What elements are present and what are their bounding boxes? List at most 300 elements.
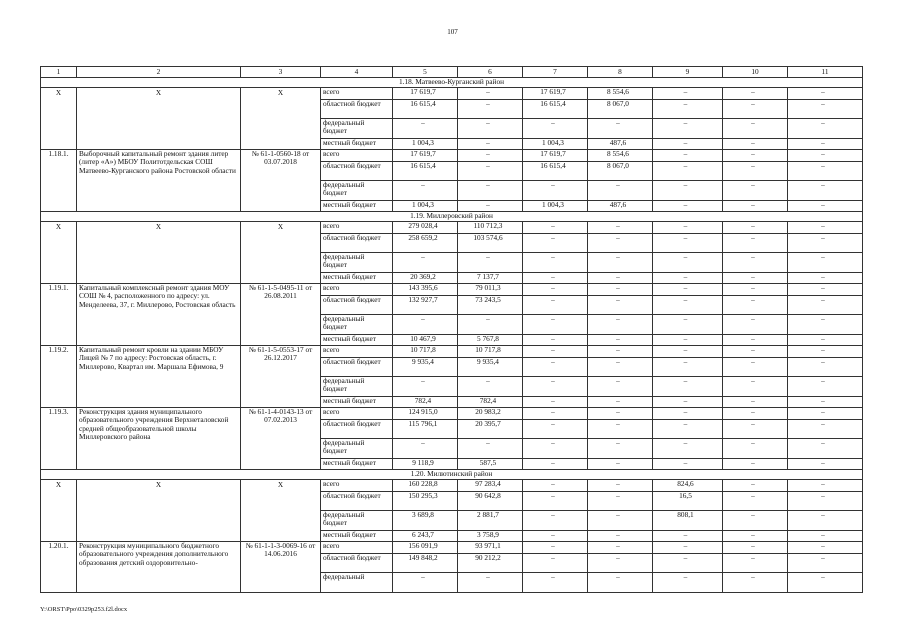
value-cell: 149 848,2 <box>393 554 458 573</box>
value-cell: – <box>523 253 588 273</box>
value-cell: – <box>458 181 523 201</box>
value-cell: – <box>653 439 723 459</box>
funding-source-label: всего <box>321 284 393 296</box>
value-cell: – <box>523 234 588 253</box>
x-mark-cell: Х <box>241 222 321 284</box>
value-cell: 90 642,8 <box>458 492 523 511</box>
value-cell: – <box>393 181 458 201</box>
value-cell: – <box>523 573 588 593</box>
value-cell: 150 295,3 <box>393 492 458 511</box>
value-cell: – <box>588 119 653 139</box>
value-cell: – <box>723 315 788 335</box>
value-cell: – <box>523 531 588 542</box>
x-mark-cell: Х <box>41 88 77 150</box>
value-cell: – <box>523 284 588 296</box>
value-cell: – <box>723 346 788 358</box>
value-cell: 20 395,7 <box>458 420 523 439</box>
summary-row <box>41 480 863 492</box>
value-cell: – <box>393 253 458 273</box>
value-cell: – <box>788 222 863 234</box>
value-cell: 3 689,8 <box>393 511 458 531</box>
expertise-doc: № 61-1-5-0495-11 от 26.08.2011 <box>241 284 321 346</box>
value-cell: 160 228,8 <box>393 480 458 492</box>
funding-source-label: всего <box>321 150 393 162</box>
value-cell: – <box>523 542 588 554</box>
value-cell: – <box>523 315 588 335</box>
funding-source-label: федеральный бюджет <box>321 253 393 273</box>
expertise-doc: № 61-1-5-0553-17 от 26.12.2017 <box>241 346 321 408</box>
value-cell: – <box>788 181 863 201</box>
funding-source-label: областной бюджет <box>321 296 393 315</box>
value-cell: 9 935,4 <box>458 358 523 377</box>
value-cell: 1 004,3 <box>523 139 588 150</box>
value-cell: – <box>653 139 723 150</box>
value-cell: – <box>588 531 653 542</box>
value-cell: – <box>588 335 653 346</box>
x-mark-cell: Х <box>41 222 77 284</box>
funding-source-label: областной бюджет <box>321 162 393 181</box>
value-cell: – <box>588 439 653 459</box>
value-cell: – <box>588 181 653 201</box>
value-cell: – <box>788 408 863 420</box>
x-mark-cell: Х <box>241 88 321 150</box>
item-number: 1.19.3. <box>41 408 77 470</box>
value-cell: – <box>723 222 788 234</box>
value-cell: – <box>653 100 723 119</box>
value-cell: – <box>723 296 788 315</box>
value-cell: – <box>588 358 653 377</box>
value-cell: 16,5 <box>653 492 723 511</box>
value-cell: 110 712,3 <box>458 222 523 234</box>
value-cell: – <box>653 542 723 554</box>
value-cell: – <box>653 181 723 201</box>
value-cell: – <box>723 273 788 284</box>
funding-source-label: федеральный <box>321 573 393 593</box>
value-cell: – <box>523 408 588 420</box>
value-cell: 10 717,8 <box>458 346 523 358</box>
funding-source-label: всего <box>321 346 393 358</box>
value-cell: – <box>588 542 653 554</box>
value-cell: – <box>523 181 588 201</box>
value-cell: – <box>723 397 788 408</box>
value-cell: – <box>523 222 588 234</box>
value-cell: – <box>653 408 723 420</box>
value-cell: – <box>788 335 863 346</box>
value-cell: 124 915,0 <box>393 408 458 420</box>
x-mark-cell: Х <box>241 480 321 542</box>
value-cell: – <box>788 573 863 593</box>
value-cell: – <box>723 253 788 273</box>
value-cell: 73 243,5 <box>458 296 523 315</box>
value-cell: – <box>393 573 458 593</box>
section-title-row <box>41 212 863 222</box>
value-cell: 16 615,4 <box>523 100 588 119</box>
value-cell: – <box>723 408 788 420</box>
value-cell: – <box>653 234 723 253</box>
value-cell: 10 717,8 <box>393 346 458 358</box>
x-mark-cell: Х <box>77 222 241 284</box>
file-path-footer: Y:\ORST\Ppo\0329p253.f2l.docx <box>40 606 128 613</box>
value-cell: – <box>788 119 863 139</box>
value-cell: – <box>723 459 788 470</box>
value-cell: – <box>588 459 653 470</box>
table-row <box>41 542 863 554</box>
funding-source-label: федеральный бюджет <box>321 511 393 531</box>
value-cell: – <box>653 554 723 573</box>
value-cell: – <box>523 554 588 573</box>
value-cell: – <box>458 88 523 100</box>
value-cell: 156 091,9 <box>393 542 458 554</box>
value-cell: – <box>588 554 653 573</box>
value-cell: 17 619,7 <box>393 88 458 100</box>
value-cell: – <box>653 273 723 284</box>
value-cell: – <box>588 315 653 335</box>
x-mark-cell: Х <box>77 88 241 150</box>
funding-source-label: всего <box>321 542 393 554</box>
value-cell: – <box>458 162 523 181</box>
value-cell: – <box>788 439 863 459</box>
value-cell: – <box>723 335 788 346</box>
value-cell: – <box>653 346 723 358</box>
value-cell: – <box>588 492 653 511</box>
funding-source-label: местный бюджет <box>321 273 393 284</box>
value-cell: 1 004,3 <box>393 139 458 150</box>
section-title: 1.18. Матвеево-Курганский район <box>41 78 863 88</box>
value-cell: – <box>653 420 723 439</box>
value-cell: – <box>723 439 788 459</box>
value-cell: – <box>588 273 653 284</box>
value-cell: – <box>653 284 723 296</box>
value-cell: 93 971,1 <box>458 542 523 554</box>
value-cell: – <box>788 296 863 315</box>
x-mark-cell: Х <box>77 480 241 542</box>
object-name: Выборочный капитальный ремонт здания литер (литер «А») МБОУ Политотдельская СОШ Матвеево-Курганского района Ростовской области <box>77 150 241 212</box>
column-header-row <box>41 67 863 78</box>
value-cell: – <box>788 273 863 284</box>
value-cell: 824,6 <box>653 480 723 492</box>
value-cell: – <box>523 296 588 315</box>
value-cell: – <box>588 253 653 273</box>
value-cell: – <box>393 377 458 397</box>
value-cell: – <box>723 554 788 573</box>
funding-source-label: местный бюджет <box>321 459 393 470</box>
value-cell: – <box>788 346 863 358</box>
value-cell: 258 659,2 <box>393 234 458 253</box>
value-cell: – <box>788 284 863 296</box>
value-cell: – <box>458 377 523 397</box>
funding-source-label: федеральный бюджет <box>321 315 393 335</box>
value-cell: 8 067,0 <box>588 100 653 119</box>
value-cell: 5 767,8 <box>458 335 523 346</box>
value-cell: 6 243,7 <box>393 531 458 542</box>
value-cell: – <box>458 119 523 139</box>
value-cell: – <box>458 150 523 162</box>
funding-source-label: всего <box>321 222 393 234</box>
value-cell: – <box>588 234 653 253</box>
value-cell: – <box>723 542 788 554</box>
value-cell: – <box>788 201 863 212</box>
value-cell: – <box>653 397 723 408</box>
value-cell: – <box>653 162 723 181</box>
item-number: 1.19.1. <box>41 284 77 346</box>
value-cell: – <box>723 234 788 253</box>
value-cell: – <box>588 346 653 358</box>
funding-source-label: областной бюджет <box>321 420 393 439</box>
table-row <box>41 346 863 358</box>
value-cell: – <box>458 100 523 119</box>
value-cell: 132 927,7 <box>393 296 458 315</box>
value-cell: – <box>588 284 653 296</box>
value-cell: – <box>653 573 723 593</box>
value-cell: – <box>653 335 723 346</box>
item-number: 1.19.2. <box>41 346 77 408</box>
value-cell: – <box>723 284 788 296</box>
value-cell: – <box>588 377 653 397</box>
value-cell: – <box>393 439 458 459</box>
summary-row <box>41 88 863 100</box>
value-cell: – <box>523 420 588 439</box>
value-cell: 808,1 <box>653 511 723 531</box>
value-cell: – <box>653 88 723 100</box>
funding-source-label: областной бюджет <box>321 554 393 573</box>
value-cell: 20 369,2 <box>393 273 458 284</box>
funding-source-label: всего <box>321 88 393 100</box>
value-cell: 587,5 <box>458 459 523 470</box>
value-cell: – <box>788 88 863 100</box>
value-cell: 16 615,4 <box>393 100 458 119</box>
value-cell: – <box>723 181 788 201</box>
value-cell: 143 395,6 <box>393 284 458 296</box>
value-cell: 10 467,9 <box>393 335 458 346</box>
expertise-doc: № 61-1-4-0143-13 от 07.02.2013 <box>241 408 321 470</box>
value-cell: – <box>653 358 723 377</box>
col-header: 10 <box>723 67 788 78</box>
value-cell: – <box>458 139 523 150</box>
value-cell: – <box>788 100 863 119</box>
value-cell: 2 881,7 <box>458 511 523 531</box>
value-cell: – <box>523 377 588 397</box>
funding-source-label: местный бюджет <box>321 335 393 346</box>
value-cell: – <box>723 201 788 212</box>
funding-source-label: местный бюджет <box>321 201 393 212</box>
value-cell: – <box>723 573 788 593</box>
value-cell: – <box>523 273 588 284</box>
value-cell: 17 619,7 <box>393 150 458 162</box>
value-cell: – <box>458 439 523 459</box>
funding-source-label: областной бюджет <box>321 358 393 377</box>
summary-row <box>41 222 863 234</box>
value-cell: 782,4 <box>393 397 458 408</box>
col-header: 9 <box>653 67 723 78</box>
col-header: 1 <box>41 67 77 78</box>
value-cell: 3 758,9 <box>458 531 523 542</box>
value-cell: 90 212,2 <box>458 554 523 573</box>
value-cell: – <box>588 420 653 439</box>
value-cell: 16 615,4 <box>523 162 588 181</box>
value-cell: – <box>723 88 788 100</box>
value-cell: 782,4 <box>458 397 523 408</box>
value-cell: – <box>458 253 523 273</box>
value-cell: – <box>653 315 723 335</box>
value-cell: – <box>723 511 788 531</box>
value-cell: – <box>458 201 523 212</box>
value-cell: – <box>653 296 723 315</box>
value-cell: 17 619,7 <box>523 88 588 100</box>
value-cell: – <box>788 531 863 542</box>
value-cell: 97 283,4 <box>458 480 523 492</box>
value-cell: – <box>723 377 788 397</box>
value-cell: 1 004,3 <box>393 201 458 212</box>
col-header: 8 <box>588 67 653 78</box>
value-cell: – <box>523 439 588 459</box>
value-cell: 487,6 <box>588 201 653 212</box>
value-cell: 8 554,6 <box>588 150 653 162</box>
funding-source-label: областной бюджет <box>321 492 393 511</box>
table-row <box>41 284 863 296</box>
value-cell: – <box>523 119 588 139</box>
value-cell: – <box>588 296 653 315</box>
value-cell: – <box>788 492 863 511</box>
section-title: 1.19. Миллеровский район <box>41 212 863 222</box>
funding-source-label: всего <box>321 408 393 420</box>
value-cell: – <box>523 459 588 470</box>
value-cell: 7 137,7 <box>458 273 523 284</box>
value-cell: – <box>523 346 588 358</box>
section-title-row <box>41 78 863 88</box>
value-cell: 1 004,3 <box>523 201 588 212</box>
value-cell: – <box>723 119 788 139</box>
value-cell: – <box>788 377 863 397</box>
value-cell: 8 554,6 <box>588 88 653 100</box>
object-name: Капитальный комплексный ремонт здания МОУ СОШ № 4, расположенного по адресу: ул. Менделеева, 37, г. Миллерово, Ростовская область <box>77 284 241 346</box>
funding-source-label: местный бюджет <box>321 531 393 542</box>
value-cell: – <box>788 480 863 492</box>
section-title-row <box>41 470 863 480</box>
value-cell: – <box>523 358 588 377</box>
table-row <box>41 150 863 162</box>
funding-source-label: областной бюджет <box>321 234 393 253</box>
value-cell: – <box>788 459 863 470</box>
object-name: Реконструкция муниципального бюджетного образовательного учреждения дополнительного образования детский оздоровительно- <box>77 542 241 593</box>
value-cell: – <box>723 480 788 492</box>
value-cell: – <box>653 119 723 139</box>
col-header: 4 <box>321 67 393 78</box>
value-cell: – <box>723 358 788 377</box>
col-header: 3 <box>241 67 321 78</box>
value-cell: – <box>653 222 723 234</box>
value-cell: 20 983,2 <box>458 408 523 420</box>
value-cell: – <box>723 100 788 119</box>
value-cell: – <box>653 150 723 162</box>
page-number: 107 <box>447 28 458 36</box>
value-cell: – <box>523 335 588 346</box>
funding-source-label: федеральный бюджет <box>321 439 393 459</box>
col-header: 5 <box>393 67 458 78</box>
value-cell: – <box>723 139 788 150</box>
item-number: 1.20.1. <box>41 542 77 593</box>
value-cell: – <box>393 119 458 139</box>
table-body <box>41 67 863 593</box>
budget-table <box>40 66 863 593</box>
value-cell: – <box>723 531 788 542</box>
value-cell: 103 574,6 <box>458 234 523 253</box>
value-cell: 487,6 <box>588 139 653 150</box>
funding-source-label: всего <box>321 480 393 492</box>
object-name: Капитальный ремонт кровли на здании МБОУ Лицей № 7 по адресу: Ростовская область, г. Миллерово, Квартал им. Маршала Ефимова, 9 <box>77 346 241 408</box>
funding-source-label: федеральный бюджет <box>321 181 393 201</box>
value-cell: – <box>788 234 863 253</box>
value-cell: – <box>588 480 653 492</box>
value-cell: – <box>653 201 723 212</box>
value-cell: 115 796,1 <box>393 420 458 439</box>
value-cell: 279 028,4 <box>393 222 458 234</box>
value-cell: – <box>588 222 653 234</box>
value-cell: – <box>653 253 723 273</box>
object-name: Реконструкция здания муниципального образовательного учреждения Верхнеталовской средней общеобразовательной школы Миллеровского района <box>77 408 241 470</box>
value-cell: – <box>788 139 863 150</box>
value-cell: – <box>393 315 458 335</box>
value-cell: – <box>723 162 788 181</box>
funding-source-label: федеральный бюджет <box>321 377 393 397</box>
expertise-doc: № 61-1-0560-18 от 03.07.2018 <box>241 150 321 212</box>
value-cell: – <box>788 150 863 162</box>
funding-source-label: областной бюджет <box>321 100 393 119</box>
value-cell: 9 935,4 <box>393 358 458 377</box>
value-cell: – <box>523 480 588 492</box>
table-row <box>41 408 863 420</box>
value-cell: – <box>788 358 863 377</box>
value-cell: – <box>723 492 788 511</box>
value-cell: – <box>588 573 653 593</box>
value-cell: 9 118,9 <box>393 459 458 470</box>
col-header: 11 <box>788 67 863 78</box>
value-cell: – <box>588 397 653 408</box>
value-cell: – <box>458 573 523 593</box>
value-cell: – <box>653 531 723 542</box>
value-cell: 16 615,4 <box>393 162 458 181</box>
value-cell: – <box>458 315 523 335</box>
value-cell: – <box>523 397 588 408</box>
value-cell: – <box>588 408 653 420</box>
value-cell: – <box>723 420 788 439</box>
funding-source-label: местный бюджет <box>321 397 393 408</box>
value-cell: – <box>788 511 863 531</box>
value-cell: – <box>788 397 863 408</box>
expertise-doc: № 61-1-1-3-0069-16 от 14.06.2016 <box>241 542 321 593</box>
value-cell: – <box>788 420 863 439</box>
value-cell: – <box>523 511 588 531</box>
value-cell: – <box>653 377 723 397</box>
col-header: 7 <box>523 67 588 78</box>
value-cell: 8 067,0 <box>588 162 653 181</box>
item-number: 1.18.1. <box>41 150 77 212</box>
x-mark-cell: Х <box>41 480 77 542</box>
value-cell: – <box>788 554 863 573</box>
value-cell: – <box>588 511 653 531</box>
value-cell: – <box>653 459 723 470</box>
col-header: 2 <box>77 67 241 78</box>
value-cell: 17 619,7 <box>523 150 588 162</box>
funding-source-label: федеральный бюджет <box>321 119 393 139</box>
value-cell: – <box>788 162 863 181</box>
value-cell: – <box>788 253 863 273</box>
funding-source-label: местный бюджет <box>321 139 393 150</box>
value-cell: 79 011,3 <box>458 284 523 296</box>
value-cell: – <box>788 542 863 554</box>
value-cell: – <box>723 150 788 162</box>
value-cell: – <box>788 315 863 335</box>
section-title: 1.20. Милютинский район <box>41 470 863 480</box>
